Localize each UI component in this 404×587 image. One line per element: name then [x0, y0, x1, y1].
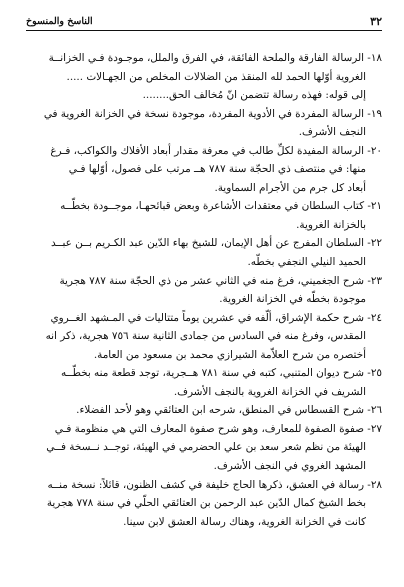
list-item: [26, 49, 382, 105]
list-item: [26, 142, 382, 198]
entry-line: الحميد النيلي النجفي بخطّه.: [247, 256, 366, 269]
list-item: [26, 420, 382, 476]
list-item: [26, 234, 382, 271]
entry-line: ٢٣- شرح الجغميني، فرغ منه في الثاني عشر من ذي الحجّة سنة ٧٨٧ هجرية: [59, 274, 382, 287]
entry-line: ٢٤- شرح حكمة الإشراق، ألّفه في عشرين يوماً متتاليات في المـشهد الغــروي: [50, 311, 382, 324]
entry-line: ٢٥- شرح ديوان المتنبي، كتبه في سنة ٧٨١ هــجرية، توجد قطعة منه بخطّــه: [60, 367, 382, 380]
list-item: [26, 197, 382, 234]
list-item: [26, 401, 382, 420]
entry-line: الشريف في الخزانة الغروية بالنجف الأشرف.: [173, 385, 366, 398]
list-item: [26, 309, 382, 365]
entry-line: ١٨- الرسالة الفارقة والملحة الفائقة، في الفرق والملل، موجـودة فـي الخزانــة: [48, 52, 382, 64]
list-item: [26, 364, 382, 401]
page-number: ٣٢: [370, 15, 382, 28]
entry-line: إلى قوله: فهذه رسالة تتضمن انّ مُخالف الحق........: [142, 89, 366, 102]
entry-line: أبعاد كل جرم من الأجرام السماوية.: [214, 181, 366, 194]
entry-line: موجودة بخطّه في الخزانة الغروية.: [219, 293, 366, 306]
entry-line: بالخزانة الغروية.: [296, 218, 366, 231]
list-item: [26, 272, 382, 309]
entry-line: بخط الشيخ كمال الدّين عبد الرحمن بن العتائقي الحلّي في سنة ٧٧٨ هجرية: [46, 497, 366, 510]
list-item: [26, 105, 382, 142]
entry-line: ٢٧- صفوة الصفوة للمعارف، وهو شرح صفوة المعارف التي هي منظومة فـي: [54, 422, 382, 435]
entry-line: الغروية أوّلها الحمد لله المنقذ من الضلالات المخلص من الجهـالات .....: [66, 70, 366, 83]
entry-line: المقدس، وفرغ منه في السادس من جمادى الثانية سنة ٧٥٦ هجرية، ذكر انه: [45, 330, 366, 343]
entry-line: ١٩- الرسالة المفردة في الأدوية المفردة، موجودة نسخة في الخزانة الغروية في: [43, 107, 382, 120]
entry-line: ٢٨- رسالة في العشق، ذكرها الحاج خليفة في كشف الظنون، قائلاً: نسخة منــه: [47, 478, 382, 491]
entry-line: كانت في الخزانة الغروية، وهناك رسالة العشق لابن سينا.: [123, 515, 366, 528]
entry-line: ٢٢- السلطان المفرج عن أهل الإيمان، للشيخ بهاء الدّين عبد الكـريم بــن عبــد: [50, 237, 382, 250]
page-header: [26, 14, 382, 31]
entry-line: ٢٠- الرسالة المفيدة لكلِّ طالب في معرفة مقدار أبعاد الأفلاك والكواكب، فـرغ: [50, 144, 382, 157]
entry-line: الهيئة من نظم شعر سعد بن علي الحضرمي في الهيئة، توجــد نــسخة فــي: [46, 441, 366, 454]
entry-line: منها: في منتصف ذي الحجّة سنة ٧٨٧ هــ مرتب على فصول، أوّلها فـي: [68, 163, 366, 176]
entry-line: ٢٦- شرح القسطاس في المنطق، شرحه ابن العتائقي وهو لأحد الفضلاء.: [76, 404, 382, 417]
list-item: [26, 476, 382, 532]
running-title: الناسخ والمنسوخ: [26, 16, 93, 27]
entry-line: النجف الأشرف.: [298, 126, 366, 139]
entry-line: أختصره من شرح العلاّمة الشيرازي محمد بن مسعود من العامة.: [93, 348, 366, 361]
entry-list: [26, 49, 382, 531]
entry-line: ٢١- كتاب السلطان في معتقدات الأشاعرة وبعض قبائحهـا، موجــودة بخطّــه: [60, 200, 382, 213]
entry-line: المشهد الغروي في النجف الأشرف.: [213, 460, 366, 473]
